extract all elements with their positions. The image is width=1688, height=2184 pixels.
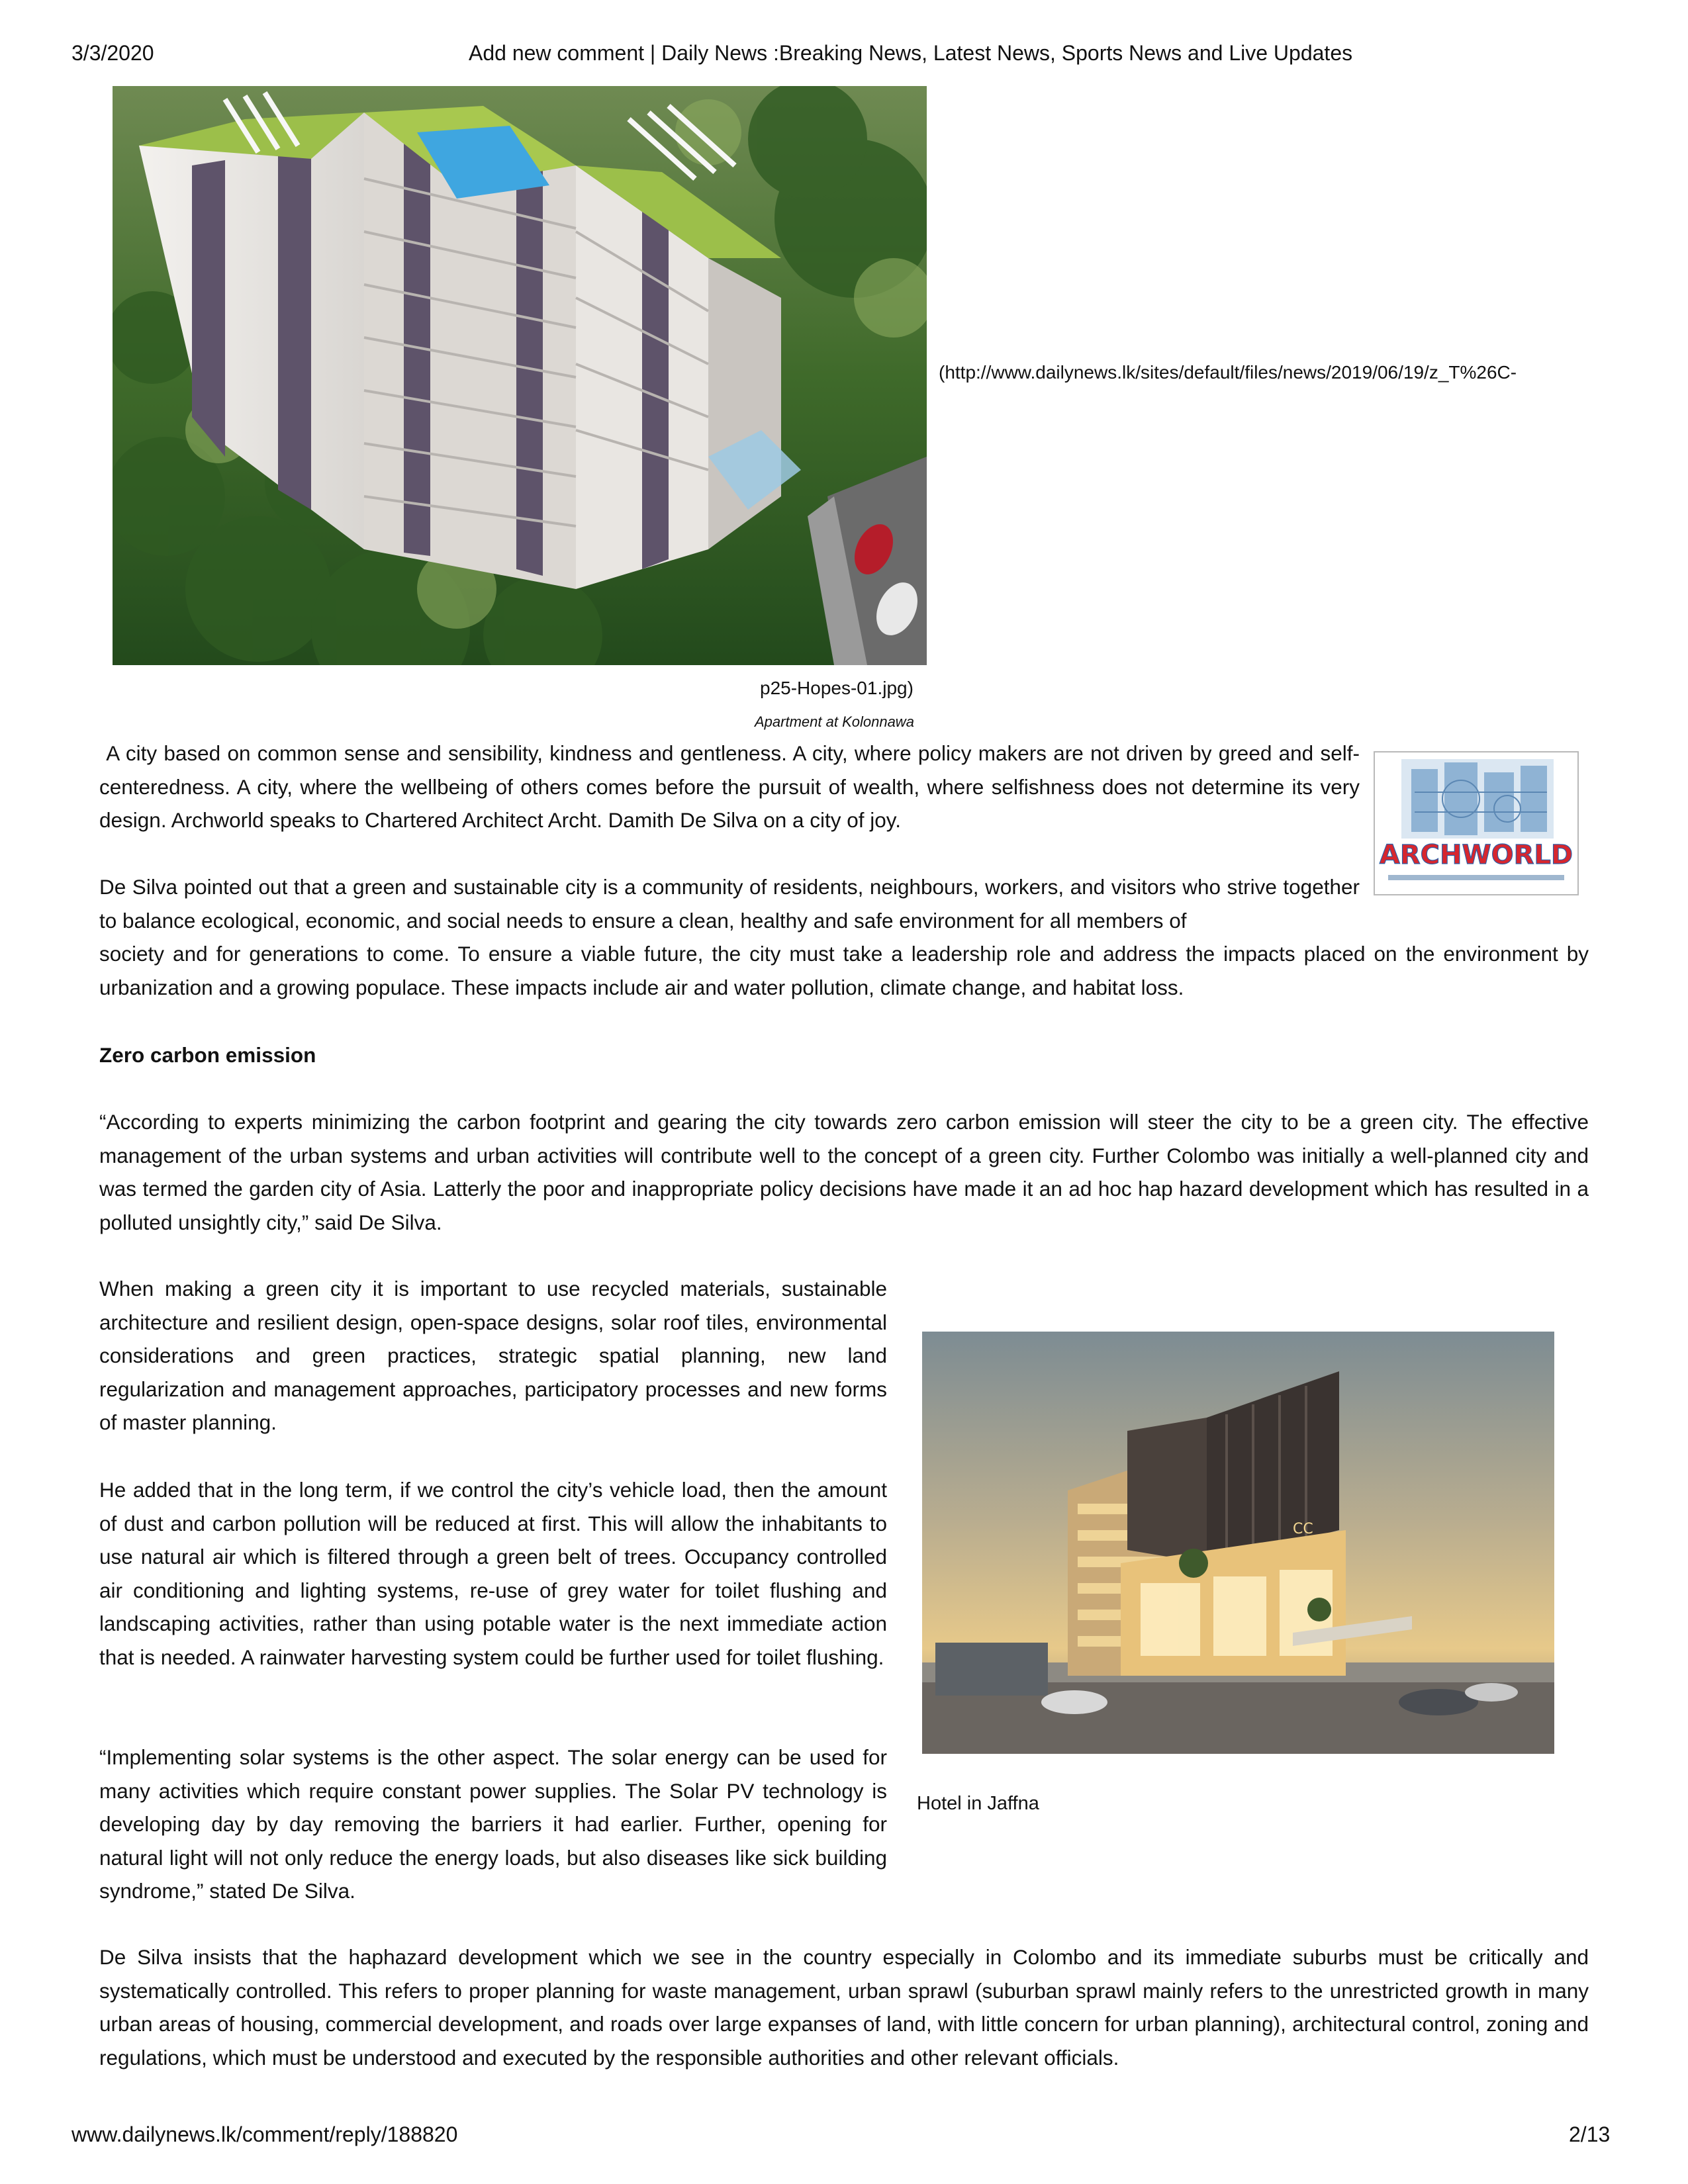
hotel-illustration xyxy=(922,1332,1554,1754)
intro-paragraph xyxy=(99,737,1360,837)
image-source-link-line2[interactable]: p25-Hopes-01.jpg) xyxy=(760,678,914,698)
paragraph-5: “Implementing solar systems is the other aspect. The solar energy can be used for many activities which require constant power supplies. The Solar PV technology is developing day by day removing the barriers it had earlier. Further, opening for natural light will not only reduce the energy loads, but also diseases like sick building syndrome,” stated De Silva. xyxy=(99,1745,887,1903)
paragraph-3: When making a green city it is important to use recycled materials, sustainable architecture and resilient design, open-space designs, solar roof tiles, environmental considerations and green practices, strategic spatial planning, new land regularization and management approaches, participatory processes and new forms of master planning. xyxy=(99,1277,887,1434)
archworld-logo xyxy=(1374,751,1579,895)
print-date: 3/3/2020 xyxy=(71,41,154,65)
apartment-caption: Apartment at Kolonnawa xyxy=(755,713,914,730)
hotel-caption: Hotel in Jaffna xyxy=(917,1793,1039,1814)
archworld-logo-graphic xyxy=(1375,752,1577,894)
image-source-link-line1[interactable]: (http://www.dailynews.lk/sites/default/files/news/2019/06/19/z_T%26C- xyxy=(939,362,1517,383)
hotel-image[interactable] xyxy=(922,1332,1554,1754)
apartment-illustration xyxy=(113,86,927,665)
svg-text:CC: CC xyxy=(1293,1521,1313,1537)
paragraph-1a: De Silva pointed out that a green and sustainable city is a community of residents, neighbours, workers, and visitors who strive together to balance ecological, economic, and social needs to ensure a clean, healthy and safe environment for all members of xyxy=(99,875,1360,933)
subheading-zero-carbon: Zero carbon emission xyxy=(99,1043,316,1067)
archworld-logo-text: ARCHWORLD xyxy=(1379,840,1573,870)
page-number: 2/13 xyxy=(1569,2122,1611,2146)
paragraph-4: He added that in the long term, if we control the city’s vehicle load, then the amount of dust and carbon pollution will be reduced at first. This will allow the inhabitants to use natural air which is filtered through a green belt of trees. Occupancy controlled air conditioning and lighting systems, re-use of grey water for toilet flushing and landscaping activities, rather than using potable water is the next immediate action that is needed. A rainwater harvesting system could be further used for toilet flushing. xyxy=(99,1478,887,1669)
paragraph-1b: society and for generations to come. To ensure a viable future, the city must take a leadership role and address the impacts placed on the environment by urbanization and a growing populace. These impacts include air and water pollution, climate change, and habitat loss. xyxy=(99,942,1589,999)
footer-url[interactable]: www.dailynews.lk/comment/reply/188820 xyxy=(71,2122,458,2146)
paragraph-2: “According to experts minimizing the carbon footprint and gearing the city towards zero carbon emission will steer the city to be a green city. The effective management of the urban systems and urban activities will contribute well to the concept of a green city. Further Colombo was initially a well-planned city and was termed the garden city of Asia. Latterly the poor and inappropriate policy decisions have made it an ad hoc hap hazard development which has resulted in a polluted unsightly city,” said De Silva. xyxy=(99,1110,1589,1234)
paragraph-6: De Silva insists that the haphazard development which we see in the country especially in Colombo and its immediate suburbs must be critically and systematically controlled. This refers to proper planning for waste management, urban sprawl (suburban sprawl mainly refers to the unrestricted growth in many urban areas of housing, commercial development, and roads over large expanses of land, with little concern for urban planning), architectural control, zoning and regulations, which must be understood and executed by the responsible authorities and other relevant officials. xyxy=(99,1945,1589,2070)
intro-text: A city based on common sense and sensibility, kindness and gentleness. A city, where policy makers are not driven by greed and self- centeredness. A city, where the wellbeing of others comes before the pursuit of wealth, where selfishness does not determine its very design. Archworld speaks to Chartered Architect Archt. Damith De Silva on a city of joy. xyxy=(99,741,1360,832)
apartment-image[interactable] xyxy=(113,86,927,665)
page-title: Add new comment | Daily News :Breaking News, Latest News, Sports News and Live Updates xyxy=(469,41,1353,65)
